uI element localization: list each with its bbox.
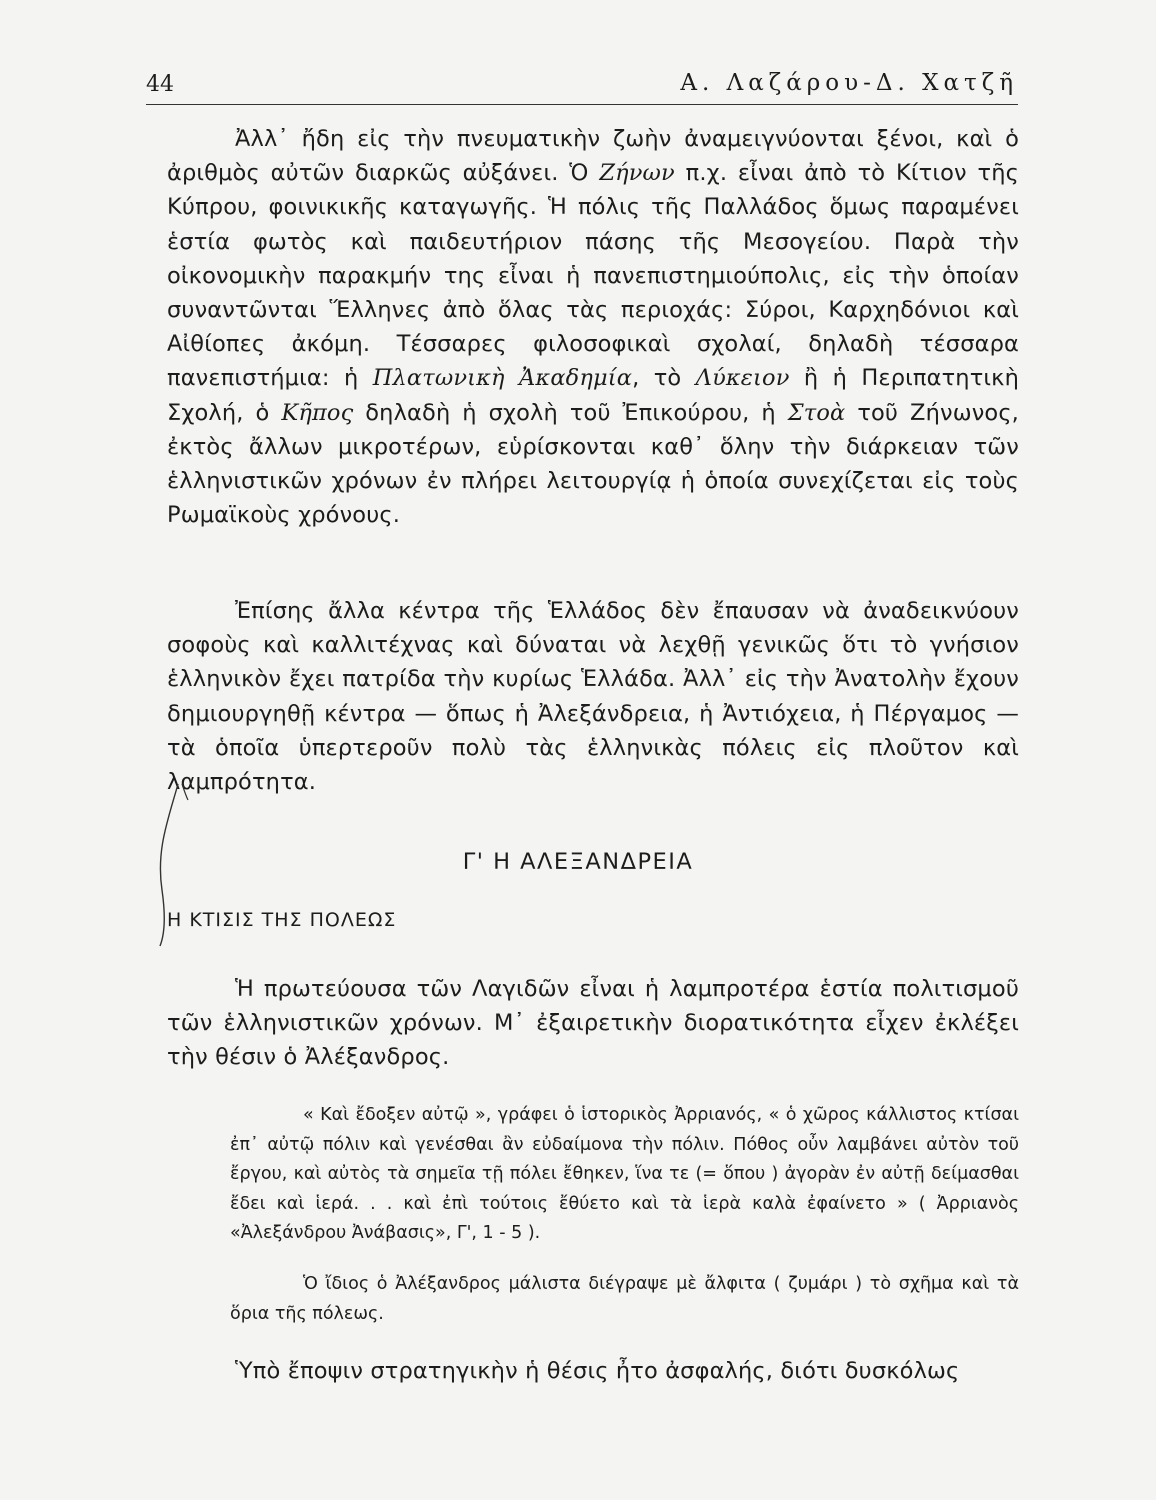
quote-2-text: Ὁ ἴδιος ὁ Ἀλέξανδρος μάλιστα διέγραψε μὲ ἄλφιτα ( ζυμάρι ) τὸ σχῆμα καὶ τὰ ὅρια τῆς πόλεως. [230,1274,1019,1324]
text-run: δηλαδὴ ἡ σχολὴ τοῦ Ἐπικούρου, ἡ [353,399,788,426]
subsection-title: Η ΚΤΙΣΙΣ ΤΗΣ ΠΟΛΕΩΣ [167,909,397,931]
italic-term: Στοὰ [787,399,846,426]
paragraph-3 [167,972,1019,1075]
paragraph-1 [167,122,1019,532]
italic-term: Κῆπος [281,399,354,426]
quote-1-text: « Καὶ ἔδοξεν αὐτῷ », γράφει ὁ ἱστορικὸς Ἀρριανός, « ὁ χῶρος κάλλιστος κτίσαι ἐπ᾽ αὐτῷ πόλιν καὶ γενέσθαι ἂν εὐδαίμονα τὴν πόλιν. Πόθος οὖν λαμβάνει αὐτὸν τοῦ ἔργου, καὶ αὐτὸς τὰ σημεῖα τῇ πόλει ἔθηκεν, ἵνα τε (= ὅπου ) ἀγορὰν ἐν αὐτῇ δείμασθαι ἔδει καὶ ἱερά. . . καὶ ἐπὶ τούτοις ἔθύετο καὶ τὰ ἱερὰ καλὰ ἐφαίνετο » ( Ἀρριανὸς «Ἀλεξάνδρου Ἀνάβασις», Γ', 1 - 5 ). [230,1105,1019,1243]
running-head: Α. Λαζάρου-Δ. Χατζῆ [680,70,1018,96]
italic-term: Λύκειον [695,365,790,392]
paragraph-3-text: Ἡ πρωτεύουσα τῶν Λαγιδῶν εἶναι ἡ λαμπροτέρα ἑστία πολιτισμοῦ τῶν ἑλληνιστικῶν χρόνων. Μ᾽ ἐξαιρετικὴν διορατικότητα εἶχεν ἐκλέξει τὴν θέσιν ὁ Ἀλέξανδρος. [167,976,1019,1071]
text-run: , τὸ [632,365,696,392]
page-header [146,70,1018,105]
text-run: ἢ ἡ Περιπατητικὴ Σχολή, ὁ [167,365,1019,426]
paragraph-2 [167,594,1019,799]
page-number: 44 [146,72,174,97]
italic-term: Ζήνων [599,160,675,187]
block-quote-2 [230,1270,1019,1329]
paragraph-4 [167,1354,1019,1388]
paragraph-4-text: Ὑπὸ ἔποψιν στρατηγικὴν ἡ θέσις ἦτο ἀσφαλής, διότι δυσκόλως [235,1358,960,1384]
italic-term: Πλατωνικὴ Ἀκαδημία [372,365,633,392]
section-title: Γ' Η ΑΛΕΞΑΝΔΡΕΙΑ [462,849,694,875]
paragraph-2-text: Ἐπίσης ἄλλα κέντρα τῆς Ἑλλάδος δὲν ἔπαυσαν νὰ ἀναδεικνύουν σοφοὺς καὶ καλλιτέχνας καὶ δύναται νὰ λεχθῇ γενικῶς ὅτι τὸ γνήσιον ἑλληνικὸν ἔχει πατρίδα τὴν κυρίως Ἑλλάδα. Ἀλλ᾽ εἰς τὴν Ἀνατολὴν ἔχουν δημιουργηθῇ κέντρα — ὅπως ἡ Ἀλεξάνδρεια, ἡ Ἀντιόχεια, ἡ Πέργαμος — τὰ ὁποῖα ὑπερτεροῦν πολὺ τὰς ἑλληνικὰς πόλεις εἰς πλοῦτον καὶ λαμπρότητα. [167,598,1019,796]
text-run: Ἀλλ᾽ ἤδη εἰς τὴν πνευματικὴν ζωὴν ἀναμειγνύονται ξένοι, καὶ ὁ ἀριθμὸς αὐτῶν διαρκῶς αὐξάνει. Ὁ [167,126,1019,187]
text-run: π.χ. εἶναι ἀπὸ τὸ Κίτιον τῆς Κύπρου, φοινικικῆς καταγωγῆς. Ἡ πόλις τῆς Παλλάδος ὅμως παραμένει ἑστία φωτὸς καὶ παιδευτήριον πάσης τῆς Μεσογείου. Παρὰ τὴν οἰκονομικὴν παρακμήν της εἶναι ἡ πανεπιστημιούπολις, εἰς τὴν ὁποίαν συναντῶνται Ἕλληνες ἀπὸ ὅλας τὰς περιοχάς: Σύροι, Καρχηδόνιοι καὶ Αἰθίοπες ἀκόμη. Τέσσαρες φιλοσοφικαὶ σχολαί, δηλαδὴ τέσσαρα πανεπιστήμια: ἡ [167,160,1019,392]
text-run: τοῦ Ζήνωνος, ἐκτὸς ἄλλων μικροτέρων, εὑρίσκονται καθ᾽ ὅλην τὴν διάρκειαν τῶν ἑλληνιστικῶν χρόνων ἐν πλήρει λειτουργίᾳ ἡ ὁποία συνεχίζεται εἰς τοὺς Ρωμαϊκοὺς χρόνους. [167,399,1019,529]
block-quote-1 [230,1101,1019,1249]
